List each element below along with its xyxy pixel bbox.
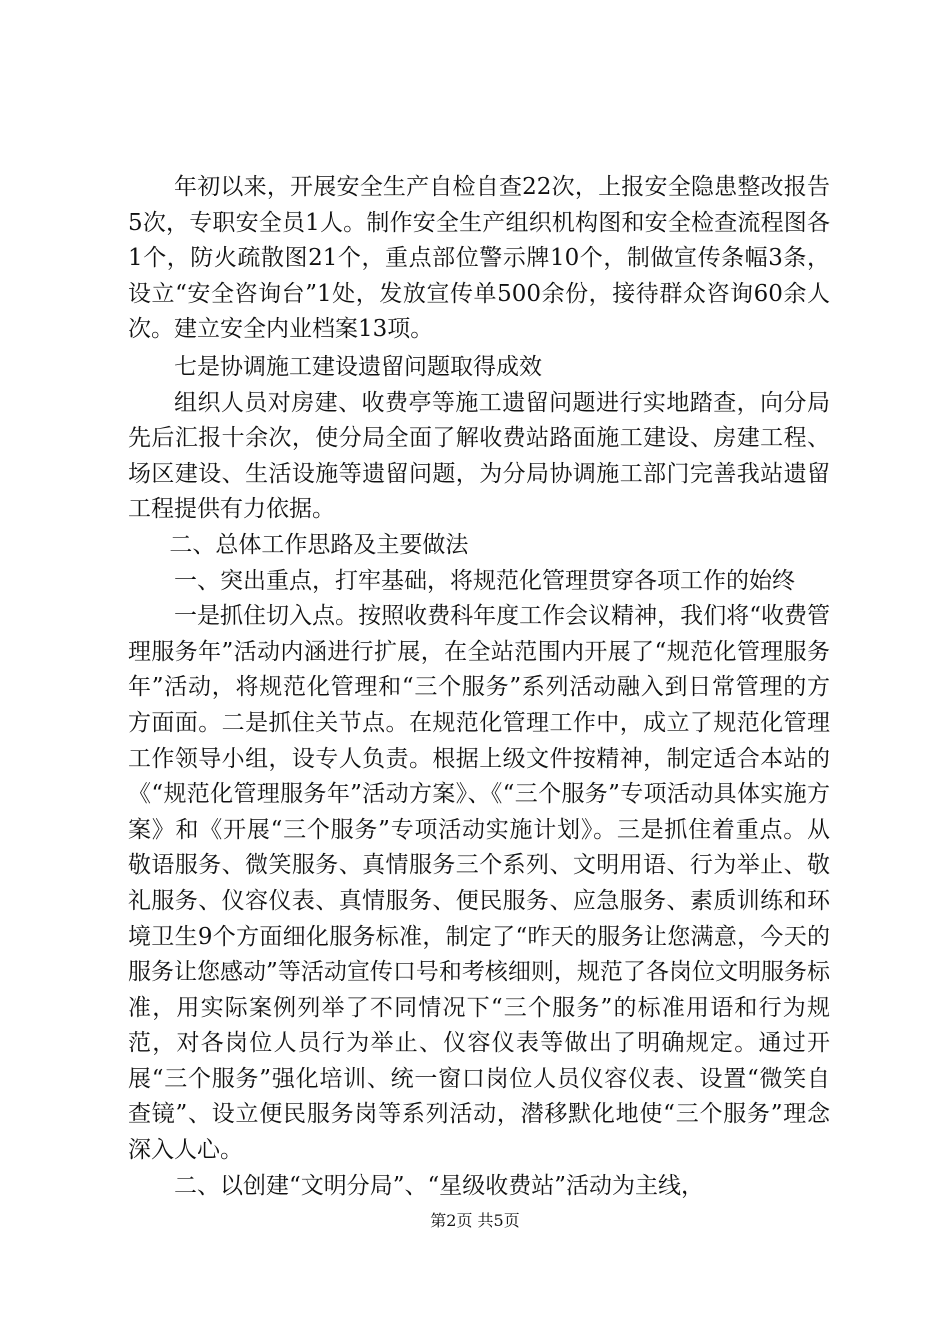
document-section-safety xyxy=(128,170,830,348)
document-section-main xyxy=(128,350,830,1204)
page-footer: 第2页 共5页 xyxy=(430,1211,520,1230)
paragraph: 一是抓住切入点。按照收费科年度工作会议精神，我们将“收费管理服务年”活动内涵进行扩展，在全站范围内开展了“规范化管理服务年”活动，将规范化管理和“三个服务”系列活动融入到日常管理的方方面面。二是抓住关节点。在规范化管理工作中，成立了规范化管理工作领导小组，设专人负责。根据上级文件按精神，制定适合本站的《“规范化管理服务年”活动方案》、《“三个服务”专项活动具体实施方案》和《开展“三个服务”专项活动实施计划》。三是抓住着重点。从敬语服务、微笑服务、真情服务三个系列、文明用语、行为举止、敬礼服务、仪容仪表、真情服务、便民服务、应急服务、素质训练和环境卫生9个方面细化服务标准，制定了“昨天的服务让您满意，今天的服务让您感动”等活动宣传口号和考核细则，规范了各岗位文明服务标准，用实际案例列举了不同情况下“三个服务”的标准用语和行为规范，对各岗位人员行为举止、仪容仪表等做出了明确规定。通过开展“三个服务”强化培训、统一窗口岗位人员仪容仪表、设置“微笑自查镜”、设立便民服务岗等系列活动，潜移默化地使“三个服务”理念深入人心。 xyxy=(128,603,830,1164)
paragraph-heading: 七是协调施工建设遗留问题取得成效 xyxy=(174,354,542,380)
paragraph: 年初以来，开展安全生产自检自查22次，上报安全隐患整改报告5次，专职安全员1人。制作安全生产组织机构图和安全检查流程图各1个，防火疏散图21个，重点部位警示牌10个，制做宣传条幅3条，设立“安全咨询台”1处，发放宣传单500余份，接待群众咨询60余人次。建立安全内业档案13项。 xyxy=(128,174,830,343)
paragraph-heading: 一、突出重点，打牢基础，将规范化管理贯穿各项工作的始终 xyxy=(174,567,795,594)
paragraph-heading: 二、以创建“文明分局”、“星级收费站”活动为主线， xyxy=(174,1172,705,1199)
paragraph: 组织人员对房建、收费亭等施工遗留问题进行实地踏查，向分局先后汇报十余次，使分局全面了解收费站路面施工建设、房建工程、场区建设、生活设施等遗留问题，为分局协调施工部门完善我站遗留工程提供有力依据。 xyxy=(128,389,830,523)
paragraph-heading: 二、总体工作思路及主要做法 xyxy=(169,531,469,558)
